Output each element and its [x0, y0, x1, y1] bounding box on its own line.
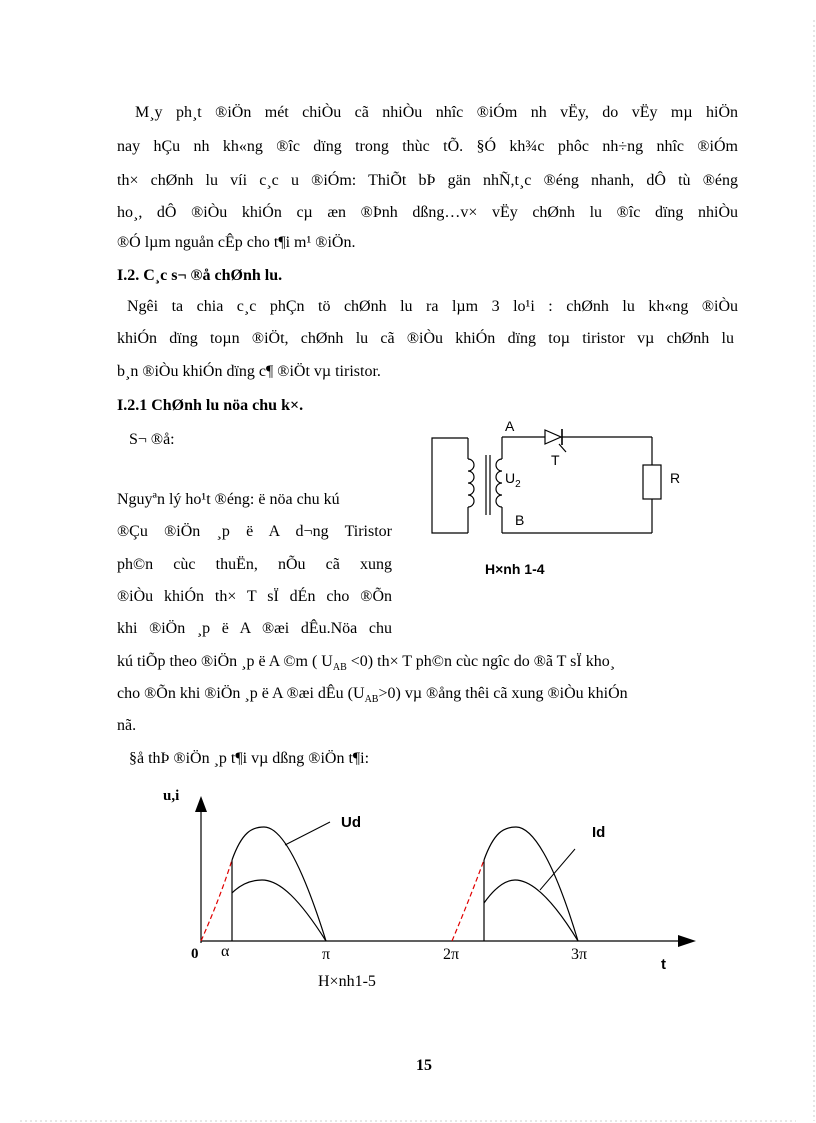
- schematic-label: S¬ ®å:: [129, 431, 175, 448]
- subscript-ab: AB: [364, 694, 379, 706]
- paragraph-3-line-6-a: kú tiÕp theo ®iÖn ¸p ë A ©m ( U: [117, 653, 333, 670]
- figure-caption-1-4: H×nh 1-4: [485, 561, 545, 577]
- paragraph-3-line-6-b: <0) th× T ph©n cùc ngîc do ®ã T sÏ kho¸: [346, 653, 616, 670]
- paragraph-2-line-3: b¸n ®iÒu khiÓn dïng c¶ ®iÖt vµ tiristor.: [117, 363, 381, 380]
- id-curve-1: [232, 880, 326, 941]
- paragraph-1-line-4: ho¸, dÔ ®iÒu khiÓn cµ æn ®Þnh dßng…v× vËy chØnh lu ®îc dïng nhiÒu: [117, 204, 738, 221]
- id-label: Id: [592, 824, 606, 841]
- paragraph-1-line-5: ®Ó lµm nguån cÊp cho t¶i m¹ ®iÖn.: [117, 234, 356, 251]
- paragraph-3-line-7-b: >0) vµ ®ång thêi cã xung ®iÒu khiÓn: [378, 685, 628, 702]
- paragraph-3-line-5: khi ®iÖn ¸p ë A ®æi dÊu.Nöa chu: [117, 620, 392, 637]
- figure-caption-1-5: H×nh1-5: [318, 973, 376, 990]
- paragraph-2-line-2: khiÓn dïng toµn ®iÖt, chØnh lu cã ®iÒu khiÓn dïng toµ tiristor vµ chØnh lu: [117, 330, 734, 347]
- circuit-label-t: T: [551, 452, 560, 468]
- ud-dashed-segment-2: [452, 860, 484, 941]
- circuit-label-a: A: [505, 418, 515, 434]
- two-pi-label: 2π: [443, 946, 460, 963]
- three-pi-label: 3π: [571, 946, 588, 963]
- page-number: 15: [416, 1057, 432, 1074]
- origin-label: 0: [191, 946, 199, 962]
- paragraph-3-line-2: ®Çu ®iÖn ¸p ë A d¬ng Tiristor: [117, 523, 392, 540]
- paragraph-1-line-2: nay hÇu nh kh«ng ®îc dïng trong thùc tÕ. §Ó kh¾c phôc nh÷ng nhîc ®iÓm: [117, 138, 738, 155]
- paragraph-3-line-8: nã.: [117, 717, 137, 734]
- circuit-label-u: U: [505, 470, 516, 486]
- paragraph-3-line-7-a: cho ®Õn khi ®iÖn ¸p ë A ®æi dÊu (U: [117, 685, 365, 702]
- pi-label: π: [322, 946, 331, 963]
- paragraph-3-line-1: Nguyªn lý ho¹t ®éng: ë nöa chu kú: [117, 491, 340, 508]
- ud-curve-2: [484, 827, 578, 941]
- section-heading-1-2: I.2. C¸c s¬ ®å chØnh lu.: [117, 267, 283, 284]
- section-heading-1-2-1: I.2.1 ChØnh lu nöa chu k×.: [117, 397, 304, 414]
- graph-intro: §å thÞ ®iÖn ¸p t¶i vµ dßng ®iÖn t¶i:: [129, 750, 370, 767]
- id-curve-2: [484, 880, 578, 941]
- y-axis-label: u,i: [163, 788, 180, 804]
- paragraph-3-line-4: ®iÒu khiÓn th× T sÏ dÉn cho ®Õn: [117, 588, 392, 605]
- paragraph-1-line-1: M¸y ph¸t ®iÖn mét chiÒu cã nhiÒu nhîc ®iÓm nh vËy, do vËy mµ hiÖn: [135, 104, 738, 121]
- subscript-ab: AB: [332, 662, 347, 674]
- ud-leader: [285, 822, 330, 845]
- circuit-label-u-sub: 2: [515, 478, 521, 490]
- paragraph-3-line-3: ph©n cùc thuËn, nÕu cã xung: [117, 556, 392, 573]
- ud-curve-1: [232, 827, 326, 941]
- x-axis-label: t: [661, 956, 666, 973]
- circuit-label-r: R: [670, 470, 681, 486]
- alpha-label: α: [221, 943, 230, 960]
- paragraph-2-line-1: Ngêi ta chia c¸c phÇn tö chØnh lu ra lµm 3 lo¹i : chØnh lu kh«ng ®iÒu: [127, 298, 738, 315]
- circuit-label-b: B: [515, 512, 525, 528]
- ud-label: Ud: [341, 814, 361, 831]
- paragraph-1-line-3: th× chØnh lu víi c¸c u ®iÓm: ThiÕt bÞ gän nhÑ,t¸c ®éng nhanh, dÔ tù ®éng: [117, 172, 738, 189]
- ud-dashed-segment-1: [201, 860, 232, 941]
